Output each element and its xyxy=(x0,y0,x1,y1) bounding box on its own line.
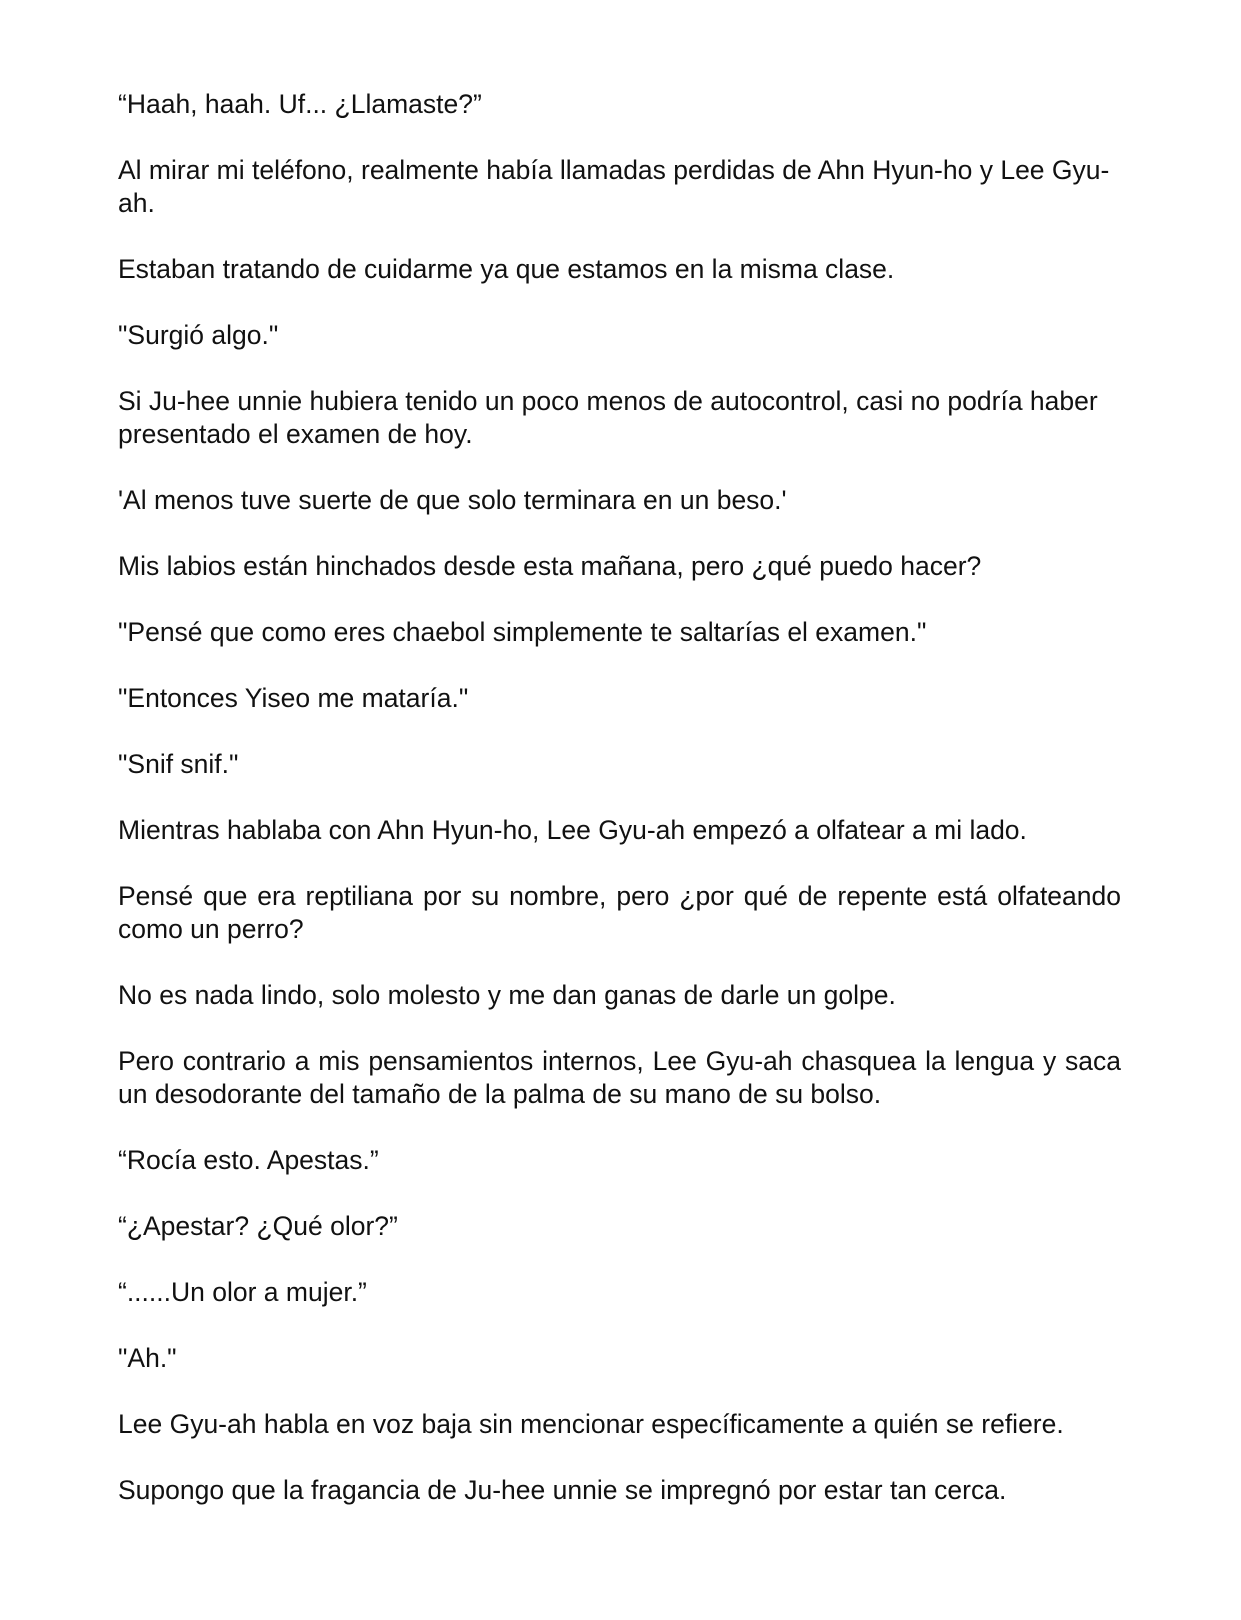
paragraph-4: "Surgió algo." xyxy=(118,320,279,350)
paragraph-9: "Entonces Yiseo me mataría." xyxy=(118,683,469,713)
paragraph-5: Si Ju-hee unnie hubiera tenido un poco menos de autocontrol, casi no podría haber presentado el examen de hoy. xyxy=(118,386,1098,449)
paragraph-12: Pensé que era reptiliana por su nombre, pero ¿por qué de repente está olfateando como un perro? xyxy=(118,881,1121,944)
paragraph-2: Al mirar mi teléfono, realmente había llamadas perdidas de Ahn Hyun-ho y Lee Gyu-ah. xyxy=(118,155,1110,218)
document-body xyxy=(118,88,1121,1540)
paragraph-14: Pero contrario a mis pensamientos internos, Lee Gyu-ah chasquea la lengua y saca un desodorante del tamaño de la palma de su mano de su bolso. xyxy=(118,1046,1121,1109)
paragraph-6: 'Al menos tuve suerte de que solo terminara en un beso.' xyxy=(118,485,787,515)
paragraph-18: "Ah." xyxy=(118,1343,177,1373)
paragraph-13: No es nada lindo, solo molesto y me dan ganas de darle un golpe. xyxy=(118,980,896,1010)
paragraph-10: "Snif snif." xyxy=(118,749,239,779)
paragraph-19: Lee Gyu-ah habla en voz baja sin mencionar específicamente a quién se refiere. xyxy=(118,1409,1064,1439)
paragraph-8: "Pensé que como eres chaebol simplemente te saltarías el examen." xyxy=(118,617,927,647)
paragraph-20: Supongo que la fragancia de Ju-hee unnie se impregnó por estar tan cerca. xyxy=(118,1475,1007,1505)
paragraph-17: “......Un olor a mujer.” xyxy=(118,1277,367,1307)
paragraph-1: “Haah, haah. Uf... ¿Llamaste?” xyxy=(118,89,482,119)
paragraph-11: Mientras hablaba con Ahn Hyun-ho, Lee Gyu-ah empezó a olfatear a mi lado. xyxy=(118,815,1027,845)
paragraph-15: “Rocía esto. Apestas.” xyxy=(118,1145,379,1175)
paragraph-16: “¿Apestar? ¿Qué olor?” xyxy=(118,1211,398,1241)
paragraph-3: Estaban tratando de cuidarme ya que estamos en la misma clase. xyxy=(118,254,895,284)
paragraph-7: Mis labios están hinchados desde esta mañana, pero ¿qué puedo hacer? xyxy=(118,551,982,581)
